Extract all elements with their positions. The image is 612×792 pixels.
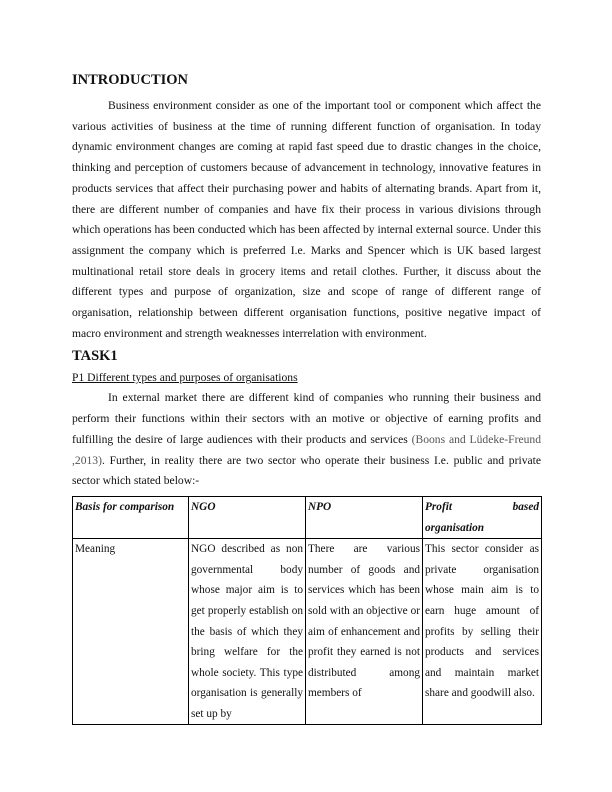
cell-ngo: NGO described as non governmental body whose major aim is to get properly establish on the basis of which they bring welfare for the whole society. This type organisation is generally set up by xyxy=(189,539,306,725)
task-subheading: P1 Different types and purposes of organisations xyxy=(72,371,298,385)
header-npo: NPO xyxy=(306,496,423,538)
document-page xyxy=(72,70,541,725)
task-paragraph-continuation: . Further, in reality there are two sector who operate their business I.e. public and private sector which stated below:- xyxy=(72,453,541,488)
cell-basis: Meaning xyxy=(73,539,189,725)
task-paragraph-text: In external market there are different kind of companies who running their business and perform their functions within their sectors with an motive or objective of earning profits and fulfilling the desire of large audiences with their products and services xyxy=(72,391,541,446)
citation: (Boons and Lüdeke-Freund ,2013) xyxy=(72,432,541,467)
task-paragraph xyxy=(72,388,541,492)
task-heading: TASK1 xyxy=(72,348,118,365)
header-basis: Basis for comparison xyxy=(73,496,189,538)
cell-npo: There are various number of goods and services which has been sold with an objective or aim of enhancement and profit they earned is not distributed among members of xyxy=(306,539,423,725)
header-profit: Profit based organisation xyxy=(423,496,542,538)
introduction-paragraph: Business environment consider as one of the important tool or component which affect the various activities of business at the time of running different function of organisation. In today dynamic environment changes are coming at rapid fast speed due to drastic changes in the choice, thinking and perception of customers because of advancement in technology, innovative features in products services that affect their purchasing power and habits of alternating brands. Apart from it, there are different number of companies and have fix their process in various divisions through which operations has been conducted which has been affected by internal external source. Under this assignment the company which is preferred I.e. Marks and Spencer which is UK based largest multinational retail store deals in grocery items and retail clothes. Further, it discuss about the different types and purpose of organization, size and scope of range of different range of organisation, relationship between different organisation functions, positive negative impact of macro environment and strength weaknesses interrelation with environment. xyxy=(72,99,541,340)
table-header-row xyxy=(73,496,542,538)
introduction-heading: INTRODUCTION xyxy=(72,72,189,88)
table-row xyxy=(73,539,542,725)
header-ngo: NGO xyxy=(189,496,306,538)
cell-profit: This sector consider as private organisation whose main aim is to earn huge amount of profits by selling their products and services and maintain market share and goodwill also. xyxy=(423,539,542,725)
comparison-table xyxy=(72,496,542,726)
